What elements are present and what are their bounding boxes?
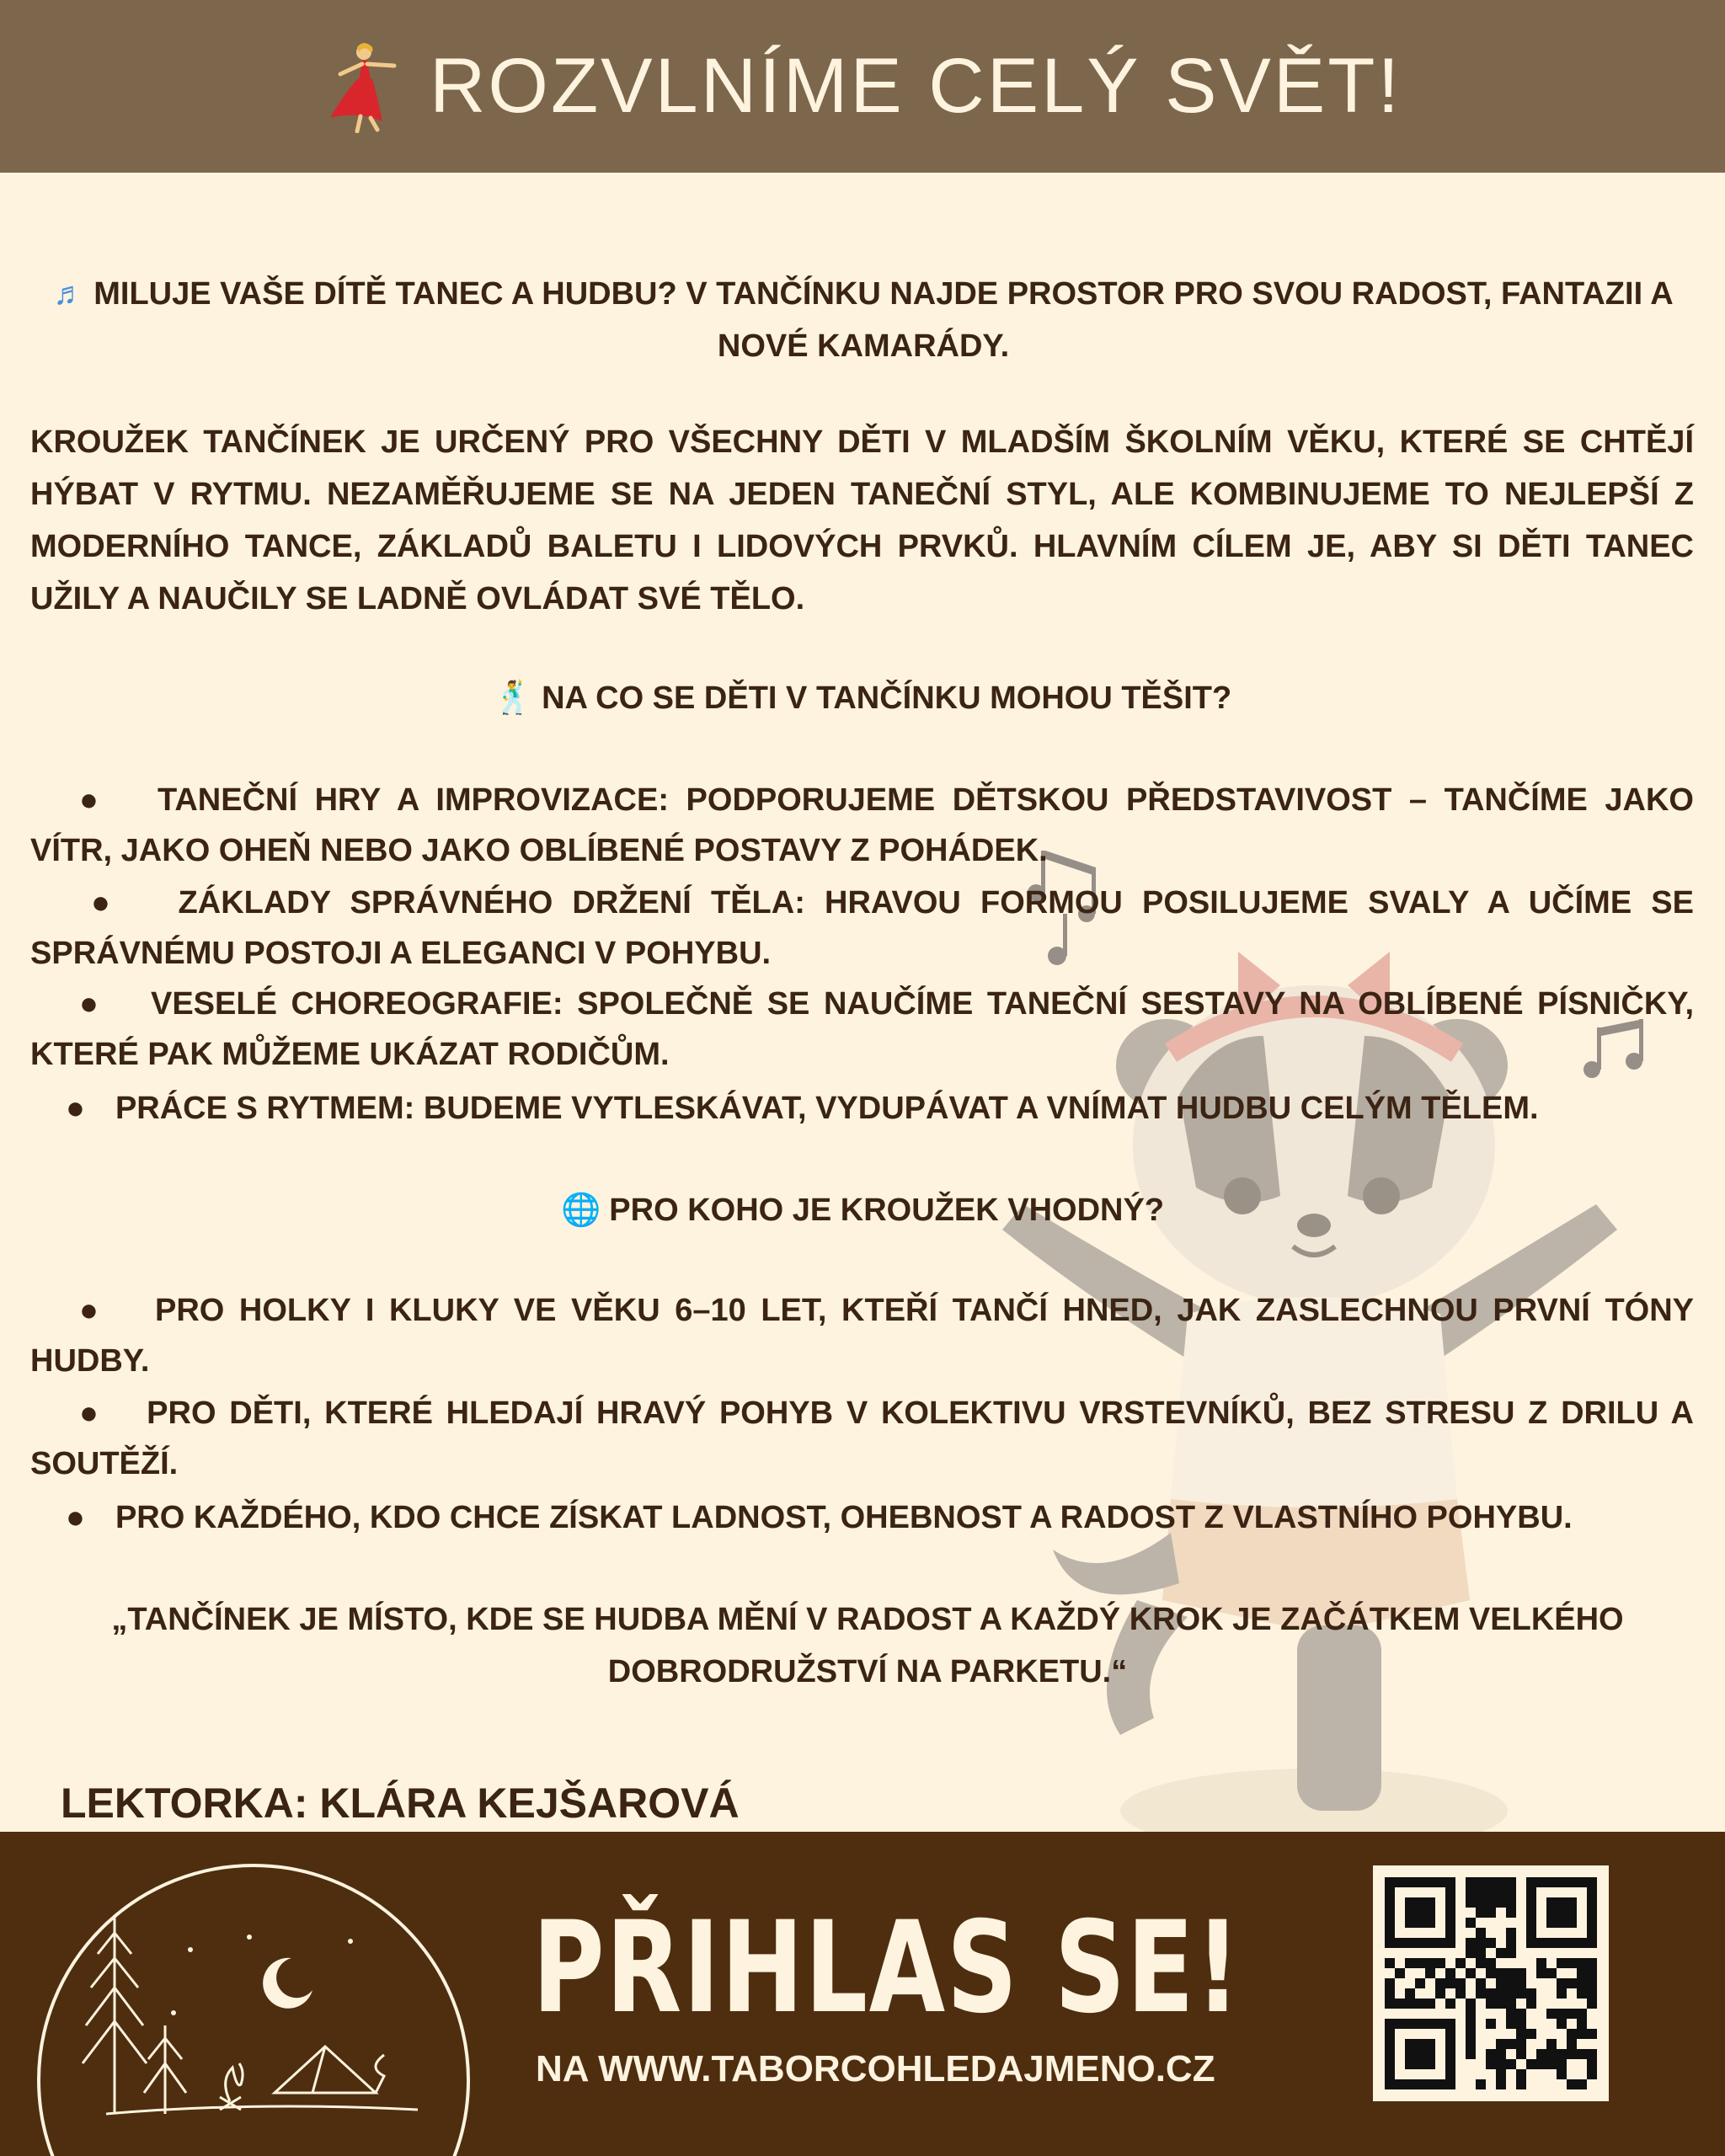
list-item: ● PRÁCE S RYTMEM: BUDEME VYTLESKÁVAT, VYDUPÁVAT A VNÍMAT HUDBU CELÝM TĚLEM. (66, 1091, 1539, 1126)
camp-logo-icon (30, 1857, 477, 2156)
page-title: ROZVLNÍME CELÝ SVĚT! (429, 43, 1402, 129)
section2-heading-text: PRO KOHO JE KROUŽEK VHODNÝ? (609, 1193, 1165, 1228)
dancer-icon (323, 40, 399, 133)
section1-heading-text: NA CO SE DĚTI V TANČÍNKU MOHOU TĚŠIT? (542, 680, 1232, 716)
list-item-text: PRÁCE S RYTMEM: BUDEME VYTLESKÁVAT, VYDUPÁVAT A VNÍMAT HUDBU CELÝM TĚLEM. (115, 1091, 1539, 1126)
header-title-row (323, 40, 1402, 133)
description-paragraph: KROUŽEK TANČÍNEK JE URČENÝ PRO VŠECHNY DĚTI V MLADŠÍM ŠKOLNÍM VĚKU, KTERÉ SE CHTĚJÍ HÝBAT V RYTMU. NEZAMĚŘUJEME SE NA JEDEN TANEČNÍ STYL, ALE KOMBINUJEME TO NEJLEPŠÍ Z MODERNÍHO TANCE, ZÁKLADŮ BALETU I LIDOVÝCH PRVKŮ. HLAVNÍM CÍLEM JE, ABY SI DĚTI TANEC UŽILY A NAUČILY SE LADNĚ OVLÁDAT SVÉ TĚLO. (30, 424, 1694, 616)
list-item-text: PRO KAŽDÉHO, KDO CHCE ZÍSKAT LADNOST, OHEBNOST A RADOST Z VLASTNÍHO POHYBU. (115, 1500, 1573, 1535)
list-item-text: PRO DĚTI, KTERÉ HLEDAJÍ HRAVÝ POHYB V KOLEKTIVU VRSTEVNÍKŮ, BEZ STRESU Z DRILU A SOUTĚŽÍ. (30, 1396, 1695, 1481)
list-item: ● PRO HOLKY I KLUKY VE VĚKU 6–10 LET, KTEŘÍ TANČÍ HNED, JAK ZASLECHNOU PRVNÍ TÓNY HUDBY. (30, 1293, 1695, 1379)
list-item: ● PRO DĚTI, KTERÉ HLEDAJÍ HRAVÝ POHYB V KOLEKTIVU VRSTEVNÍKŮ, BEZ STRESU Z DRILU A SOUTĚŽÍ. (30, 1396, 1695, 1481)
section1-heading (0, 672, 1725, 724)
globe-icon: 🌐 (560, 1193, 601, 1228)
header-banner (0, 0, 1725, 173)
intro-text (34, 268, 1693, 372)
qr-code[interactable] (1373, 1865, 1609, 2101)
list-item: ● ZÁKLADY SPRÁVNÉHO DRŽENÍ TĚLA: HRAVOU FORMOU POSILUJEME SVALY A UČÍME SE SPRÁVNÉMU POSTOJI A ELEGANCI V POHYBU. (30, 885, 1695, 971)
website-link[interactable]: NA WWW.TABORCOHLEDAJMENO.CZ (536, 2048, 1215, 2089)
list-item: ● VESELÉ CHOREOGRAFIE: SPOLEČNĚ SE NAUČÍME TANEČNÍ SESTAVY NA OBLÍBENÉ PÍSNIČKY, KTERÉ PAK MŮŽEME UKÁZAT RODIČŮM. (30, 986, 1695, 1072)
signup-call-to-action: PŘIHLAS SE! (532, 1895, 1242, 2041)
list-item-text: VESELÉ CHOREOGRAFIE: SPOLEČNĚ SE NAUČÍME TANEČNÍ SESTAVY NA OBLÍBENÉ PÍSNIČKY, KTERÉ PAK MŮŽEME UKÁZAT RODIČŮM. (30, 986, 1695, 1072)
dancing-person-icon: 🕺 (493, 680, 534, 716)
intro-text-content: MILUJE VAŠE DÍTĚ TANEC A HUDBU? V TANČÍNKU NAJDE PROSTOR PRO SVOU RADOST, FANTAZII A NOVÉ KAMARÁDY. (93, 276, 1674, 364)
music-notes-icon: ♬ (53, 276, 86, 312)
qr-code-icon (1373, 1865, 1609, 2101)
section2-heading (0, 1184, 1725, 1236)
list-item-text: ZÁKLADY SPRÁVNÉHO DRŽENÍ TĚLA: HRAVOU FORMOU POSILUJEME SVALY A UČÍME SE SPRÁVNÉMU POSTOJI A ELEGANCI V POHYBU. (30, 885, 1695, 971)
list-item-text: PRO HOLKY I KLUKY VE VĚKU 6–10 LET, KTEŘÍ TANČÍ HNED, JAK ZASLECHNOU PRVNÍ TÓNY HUDBY. (30, 1293, 1695, 1379)
list-item-text: TANEČNÍ HRY A IMPROVIZACE: PODPORUJEME DĚTSKOU PŘEDSTAVIVOST – TANČÍME JAKO VÍTR, JAKO OHEŇ NEBO JAKO OBLÍBENÉ POSTAVY Z POHÁDEK. (30, 782, 1694, 868)
quote-text: „TANČÍNEK JE MÍSTO, KDE SE HUDBA MĚNÍ V RADOST A KAŽDÝ KROK JE ZAČÁTKEM VELKÉHO DOBRODRUŽSTVÍ NA PARKETU.“ (111, 1602, 1624, 1689)
list-item: ● PRO KAŽDÉHO, KDO CHCE ZÍSKAT LADNOST, OHEBNOST A RADOST Z VLASTNÍHO POHYBU. (66, 1500, 1573, 1535)
list-item: ● TANEČNÍ HRY A IMPROVIZACE: PODPORUJEME DĚTSKOU PŘEDSTAVIVOST – TANČÍME JAKO VÍTR, JAKO OHEŇ NEBO JAKO OBLÍBENÉ POSTAVY Z POHÁDEK. (30, 782, 1694, 868)
lector-name: LEKTORKA: KLÁRA KEJŠAROVÁ (61, 1780, 740, 1827)
